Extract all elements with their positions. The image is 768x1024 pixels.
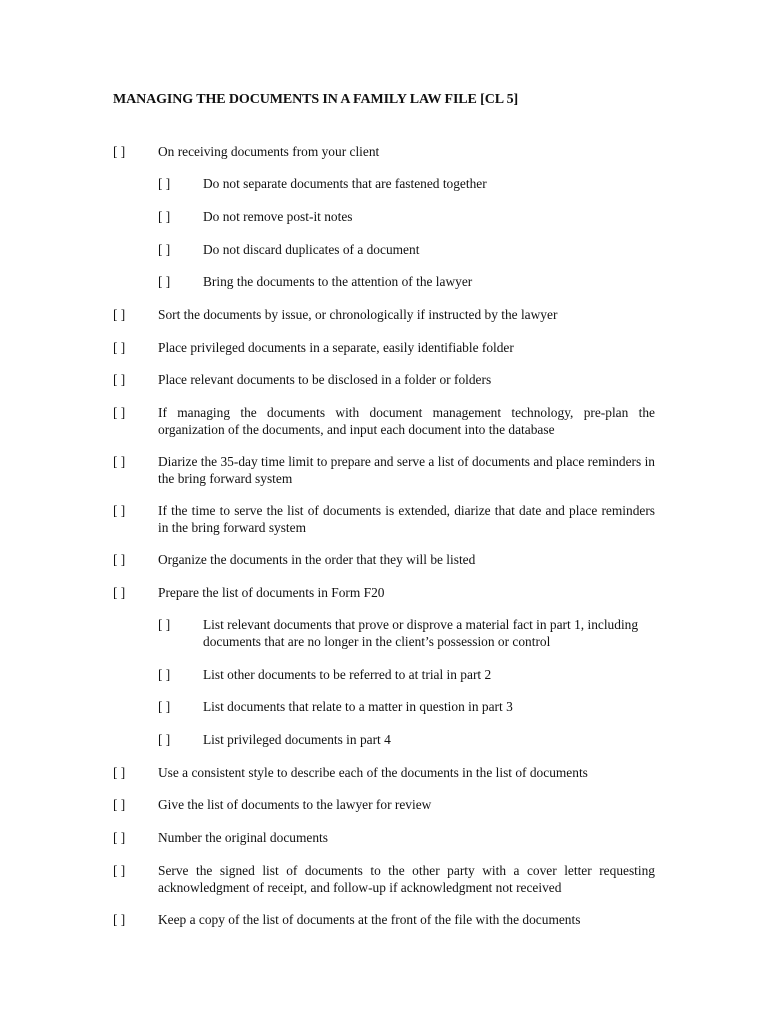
document-title: MANAGING THE DOCUMENTS IN A FAMILY LAW FILE [CL 5]	[113, 92, 519, 107]
checklist-item-text: Do not remove post-it notes	[203, 209, 353, 224]
checklist-item-text: Do not separate documents that are fastened together	[203, 176, 487, 191]
checkbox-marker: [ ]	[113, 912, 126, 927]
checkbox-marker: [ ]	[158, 176, 171, 191]
checklist-item-text: Number the original documents	[158, 830, 328, 845]
checklist-item-text: List other documents to be referred to at trial in part 2	[203, 667, 492, 682]
checklist-item-text: Place privileged documents in a separate, easily identifiable folder	[158, 340, 514, 355]
checkbox-marker: [ ]	[113, 340, 126, 355]
checkbox-marker: [ ]	[113, 585, 126, 600]
checkbox-marker: [ ]	[158, 699, 171, 714]
checklist-item-text: Diarize the 35-day time limit to prepare and serve a list of documents and place reminders in the bring forward system	[158, 454, 655, 486]
checkbox-marker: [ ]	[158, 617, 171, 632]
checklist-item-text: Use a consistent style to describe each of the documents in the list of documents	[158, 765, 588, 780]
checklist-item-text: Bring the documents to the attention of the lawyer	[203, 274, 473, 289]
checkbox-marker: [ ]	[158, 667, 171, 682]
checklist-item-text: On receiving documents from your client	[158, 144, 380, 159]
checklist-item-text: List relevant documents that prove or disprove a material fact in part 1, including documents that are no longer in the client’s possession or control	[203, 617, 639, 649]
checklist-item-text: Prepare the list of documents in Form F20	[158, 585, 385, 600]
checkbox-marker: [ ]	[158, 209, 171, 224]
checkbox-marker: [ ]	[113, 765, 126, 780]
checklist-item-text: Give the list of documents to the lawyer for review	[158, 797, 432, 812]
checklist-item-text: Place relevant documents to be disclosed in a folder or folders	[158, 372, 492, 387]
checkbox-marker: [ ]	[113, 307, 126, 322]
checkbox-marker: [ ]	[113, 797, 126, 812]
checklist-item-text: Keep a copy of the list of documents at the front of the file with the documents	[158, 912, 581, 927]
checklist-item-text: Sort the documents by issue, or chronologically if instructed by the lawyer	[158, 307, 558, 322]
checkbox-marker: [ ]	[113, 830, 126, 845]
checkbox-marker: [ ]	[158, 274, 171, 289]
checkbox-marker: [ ]	[113, 405, 126, 420]
checklist-item-text: If managing the documents with document management technology, pre-plan the organization of the documents, and input each document into the database	[158, 405, 655, 437]
checkbox-marker: [ ]	[113, 454, 126, 469]
checkbox-marker: [ ]	[158, 732, 171, 747]
checklist-item-text: Serve the signed list of documents to the other party with a cover letter requesting acknowledgment of receipt, and follow-up if acknowledgment not received	[158, 863, 655, 895]
checklist-item-text: List documents that relate to a matter in question in part 3	[203, 699, 513, 714]
checklist-item-text: Organize the documents in the order that they will be listed	[158, 552, 476, 567]
checkbox-marker: [ ]	[158, 242, 171, 257]
checkbox-marker: [ ]	[113, 863, 126, 878]
checkbox-marker: [ ]	[113, 144, 126, 159]
checklist-item-text: If the time to serve the list of documents is extended, diarize that date and place reminders in the bring forward system	[158, 503, 655, 535]
checklist-item-text: Do not discard duplicates of a document	[203, 242, 420, 257]
checkbox-marker: [ ]	[113, 552, 126, 567]
checklist-item-text: List privileged documents in part 4	[203, 732, 391, 747]
checkbox-marker: [ ]	[113, 372, 126, 387]
checkbox-marker: [ ]	[113, 503, 126, 518]
